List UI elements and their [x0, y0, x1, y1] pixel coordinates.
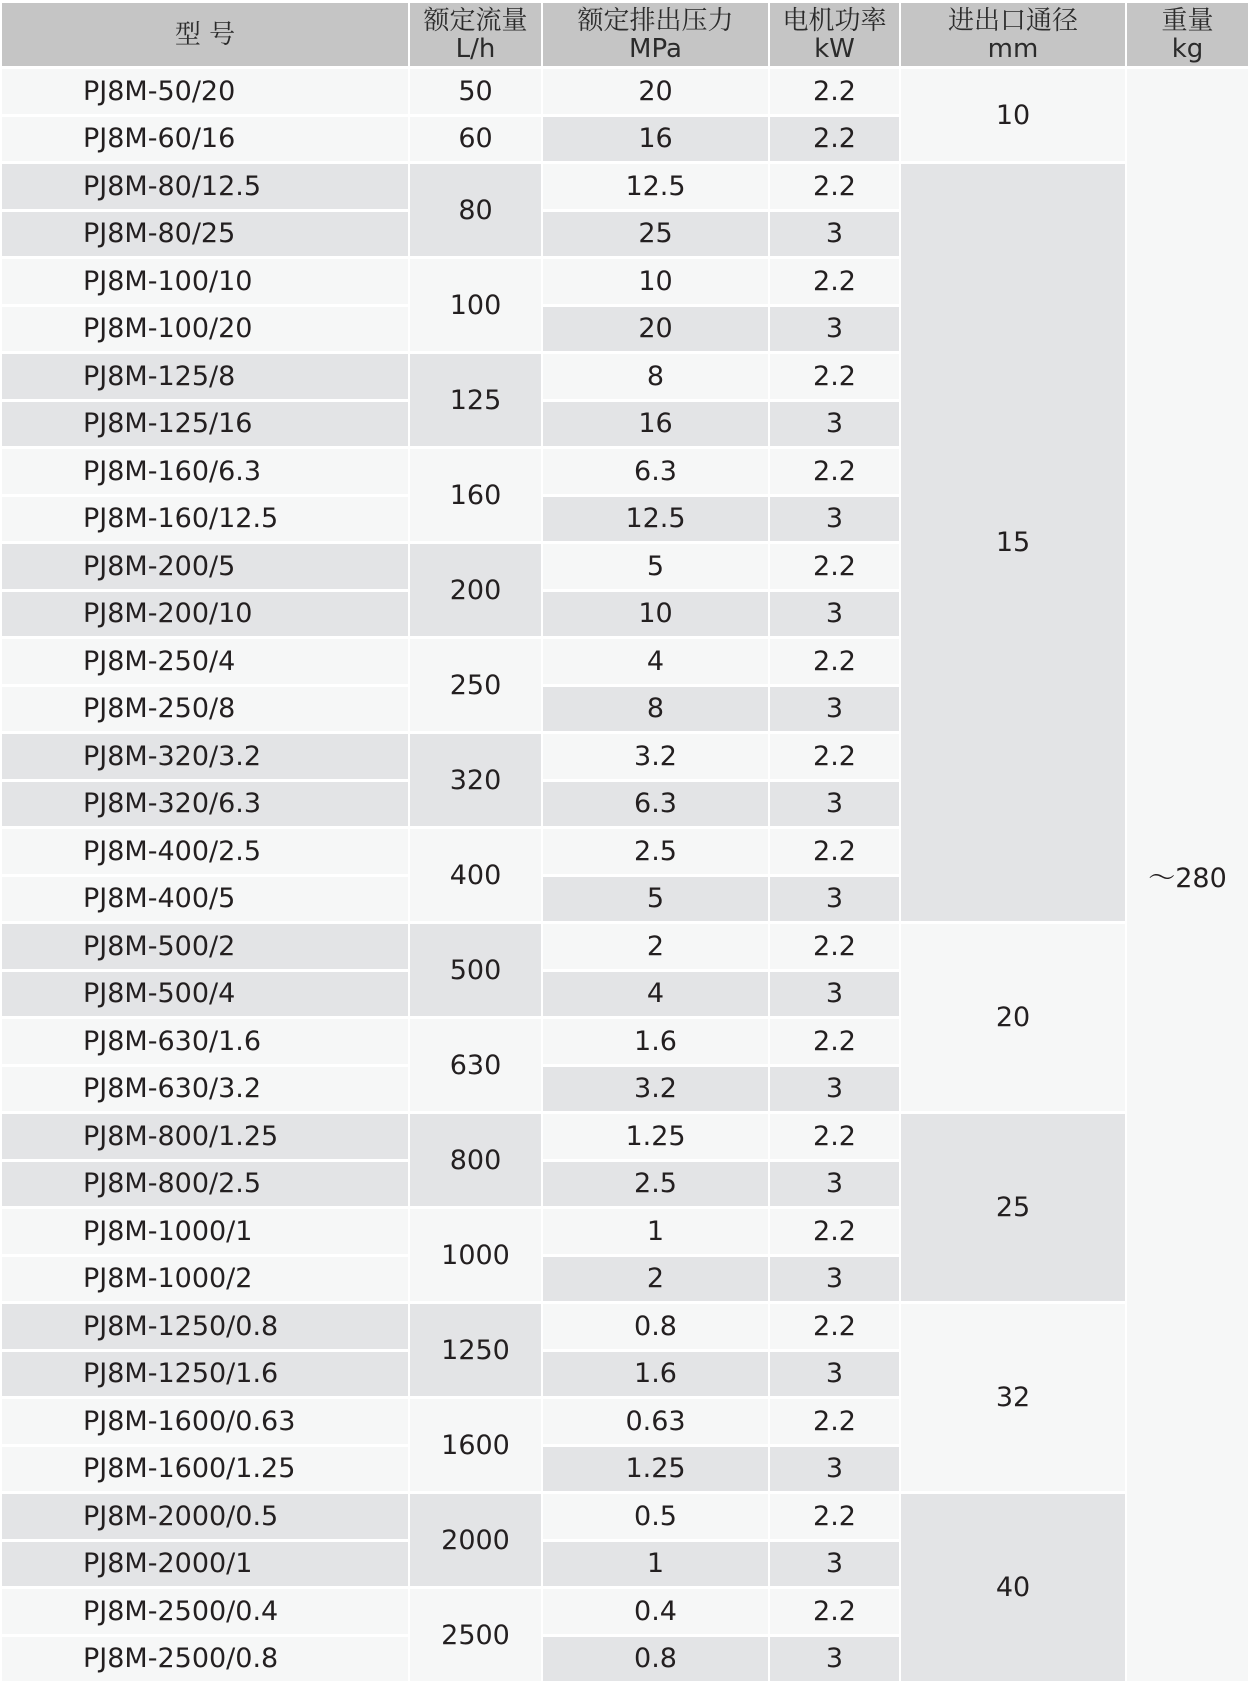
diameter-cell: 10	[901, 69, 1125, 161]
flow-cell: 630	[410, 1019, 541, 1111]
model-cell: PJ8M-200/10	[2, 592, 408, 637]
pressure-cell: 2.5	[543, 1162, 768, 1207]
power-cell: 2.2	[770, 734, 899, 779]
model-cell: PJ8M-500/4	[2, 972, 408, 1017]
flow-cell: 80	[410, 164, 541, 256]
model-cell: PJ8M-1000/1	[2, 1209, 408, 1254]
power-cell: 2.2	[770, 639, 899, 684]
power-cell: 2.2	[770, 924, 899, 969]
power-cell: 2.2	[770, 829, 899, 874]
power-cell: 3	[770, 497, 899, 542]
power-cell: 3	[770, 1637, 899, 1682]
pressure-cell: 1.6	[543, 1019, 768, 1064]
header-diameter	[901, 3, 1125, 66]
flow-cell: 800	[410, 1114, 541, 1206]
pressure-cell: 1.25	[543, 1447, 768, 1492]
power-cell: 3	[770, 307, 899, 352]
pressure-cell: 8	[543, 687, 768, 732]
model-cell: PJ8M-1250/1.6	[2, 1352, 408, 1397]
pressure-cell: 0.8	[543, 1304, 768, 1349]
model-cell: PJ8M-630/1.6	[2, 1019, 408, 1064]
table-row	[2, 924, 1248, 969]
diameter-cell: 25	[901, 1114, 1125, 1301]
model-cell: PJ8M-100/10	[2, 259, 408, 304]
header-weight-unit: kg	[1171, 33, 1204, 64]
flow-cell: 200	[410, 544, 541, 636]
pressure-cell: 25	[543, 212, 768, 257]
power-cell: 3	[770, 972, 899, 1017]
power-cell: 3	[770, 1542, 899, 1587]
pressure-cell: 1.6	[543, 1352, 768, 1397]
pressure-cell: 16	[543, 402, 768, 447]
power-cell: 3	[770, 1162, 899, 1207]
power-cell: 3	[770, 1067, 899, 1112]
pressure-cell: 2.5	[543, 829, 768, 874]
diameter-cell: 15	[901, 164, 1125, 921]
power-cell: 2.2	[770, 1494, 899, 1539]
model-cell: PJ8M-80/25	[2, 212, 408, 257]
flow-cell: 60	[410, 117, 541, 162]
flow-cell: 320	[410, 734, 541, 826]
header-weight	[1127, 3, 1248, 66]
header-power-unit: kW	[814, 33, 855, 64]
power-cell: 2.2	[770, 544, 899, 589]
power-cell: 2.2	[770, 164, 899, 209]
model-cell: PJ8M-400/2.5	[2, 829, 408, 874]
model-cell: PJ8M-2500/0.8	[2, 1637, 408, 1682]
pressure-cell: 5	[543, 877, 768, 922]
model-cell: PJ8M-100/20	[2, 307, 408, 352]
pressure-cell: 20	[543, 69, 768, 114]
model-cell: PJ8M-80/12.5	[2, 164, 408, 209]
header-flow-label: 额定流量	[423, 5, 528, 36]
flow-cell: 160	[410, 449, 541, 541]
model-cell: PJ8M-1000/2	[2, 1257, 408, 1302]
header-power	[770, 3, 899, 66]
pressure-cell: 1	[543, 1542, 768, 1587]
pressure-cell: 12.5	[543, 497, 768, 542]
flow-cell: 2500	[410, 1589, 541, 1681]
model-cell: PJ8M-250/4	[2, 639, 408, 684]
power-cell: 2.2	[770, 1114, 899, 1159]
header-diameter-unit: mm	[987, 33, 1039, 64]
power-cell: 3	[770, 402, 899, 447]
table-row	[2, 1304, 1248, 1349]
pressure-cell: 0.5	[543, 1494, 768, 1539]
header-weight-label: 重量	[1161, 5, 1214, 36]
table-row	[2, 164, 1248, 209]
header-flow	[410, 3, 541, 66]
header-pressure-label: 额定排出压力	[577, 5, 734, 36]
table-row	[2, 1494, 1248, 1539]
header-flow-unit: L/h	[455, 33, 496, 64]
model-cell: PJ8M-200/5	[2, 544, 408, 589]
model-cell: PJ8M-2000/0.5	[2, 1494, 408, 1539]
power-cell: 3	[770, 782, 899, 827]
header-pressure	[543, 3, 768, 66]
model-cell: PJ8M-2000/1	[2, 1542, 408, 1587]
flow-cell: 100	[410, 259, 541, 351]
power-cell: 2.2	[770, 449, 899, 494]
diameter-cell: 40	[901, 1494, 1125, 1681]
model-cell: PJ8M-1600/1.25	[2, 1447, 408, 1492]
weight-cell: ～280	[1127, 69, 1248, 1681]
pressure-cell: 4	[543, 639, 768, 684]
model-cell: PJ8M-1600/0.63	[2, 1399, 408, 1444]
pressure-cell: 3.2	[543, 1067, 768, 1112]
flow-cell: 1000	[410, 1209, 541, 1301]
model-cell: PJ8M-50/20	[2, 69, 408, 114]
pressure-cell: 10	[543, 592, 768, 637]
pressure-cell: 5	[543, 544, 768, 589]
pressure-cell: 6.3	[543, 449, 768, 494]
power-cell: 3	[770, 1447, 899, 1492]
flow-cell: 250	[410, 639, 541, 731]
pressure-cell: 0.63	[543, 1399, 768, 1444]
model-cell: PJ8M-160/6.3	[2, 449, 408, 494]
header-diameter-label: 进出口通径	[947, 5, 1078, 36]
power-cell: 2.2	[770, 354, 899, 399]
model-cell: PJ8M-125/8	[2, 354, 408, 399]
flow-cell: 125	[410, 354, 541, 446]
power-cell: 2.2	[770, 259, 899, 304]
power-cell: 2.2	[770, 1399, 899, 1444]
header-pressure-unit: MPa	[629, 33, 682, 64]
power-cell: 2.2	[770, 1209, 899, 1254]
pressure-cell: 0.8	[543, 1637, 768, 1682]
flow-cell: 1600	[410, 1399, 541, 1491]
power-cell: 2.2	[770, 1304, 899, 1349]
header-model	[2, 3, 408, 66]
pressure-cell: 2	[543, 924, 768, 969]
model-cell: PJ8M-500/2	[2, 924, 408, 969]
table-row	[2, 1114, 1248, 1159]
flow-cell: 2000	[410, 1494, 541, 1586]
pressure-cell: 4	[543, 972, 768, 1017]
power-cell: 3	[770, 877, 899, 922]
model-cell: PJ8M-60/16	[2, 117, 408, 162]
model-cell: PJ8M-800/1.25	[2, 1114, 408, 1159]
pressure-cell: 12.5	[543, 164, 768, 209]
diameter-cell: 32	[901, 1304, 1125, 1491]
model-cell: PJ8M-320/3.2	[2, 734, 408, 779]
header-power-label: 电机功率	[782, 5, 887, 36]
model-cell: PJ8M-2500/0.4	[2, 1589, 408, 1634]
pressure-cell: 6.3	[543, 782, 768, 827]
model-cell: PJ8M-400/5	[2, 877, 408, 922]
power-cell: 3	[770, 687, 899, 732]
model-cell: PJ8M-320/6.3	[2, 782, 408, 827]
pressure-cell: 1.25	[543, 1114, 768, 1159]
flow-cell: 1250	[410, 1304, 541, 1396]
pressure-cell: 8	[543, 354, 768, 399]
model-cell: PJ8M-250/8	[2, 687, 408, 732]
pressure-cell: 16	[543, 117, 768, 162]
flow-cell: 400	[410, 829, 541, 921]
model-cell: PJ8M-125/16	[2, 402, 408, 447]
pressure-cell: 3.2	[543, 734, 768, 779]
flow-cell: 500	[410, 924, 541, 1016]
pressure-cell: 2	[543, 1257, 768, 1302]
model-cell: PJ8M-160/12.5	[2, 497, 408, 542]
power-cell: 3	[770, 592, 899, 637]
pressure-cell: 20	[543, 307, 768, 352]
power-cell: 3	[770, 1352, 899, 1397]
pressure-cell: 0.4	[543, 1589, 768, 1634]
pressure-cell: 1	[543, 1209, 768, 1254]
power-cell: 2.2	[770, 1589, 899, 1634]
table-row	[2, 69, 1248, 114]
diameter-cell: 20	[901, 924, 1125, 1111]
power-cell: 2.2	[770, 117, 899, 162]
model-cell: PJ8M-1250/0.8	[2, 1304, 408, 1349]
power-cell: 3	[770, 1257, 899, 1302]
model-cell: PJ8M-630/3.2	[2, 1067, 408, 1112]
power-cell: 3	[770, 212, 899, 257]
model-cell: PJ8M-800/2.5	[2, 1162, 408, 1207]
header-model-label: 型 号	[174, 19, 236, 50]
table-header-row	[2, 3, 1248, 66]
power-cell: 2.2	[770, 69, 899, 114]
power-cell: 2.2	[770, 1019, 899, 1064]
pressure-cell: 10	[543, 259, 768, 304]
flow-cell: 50	[410, 69, 541, 114]
